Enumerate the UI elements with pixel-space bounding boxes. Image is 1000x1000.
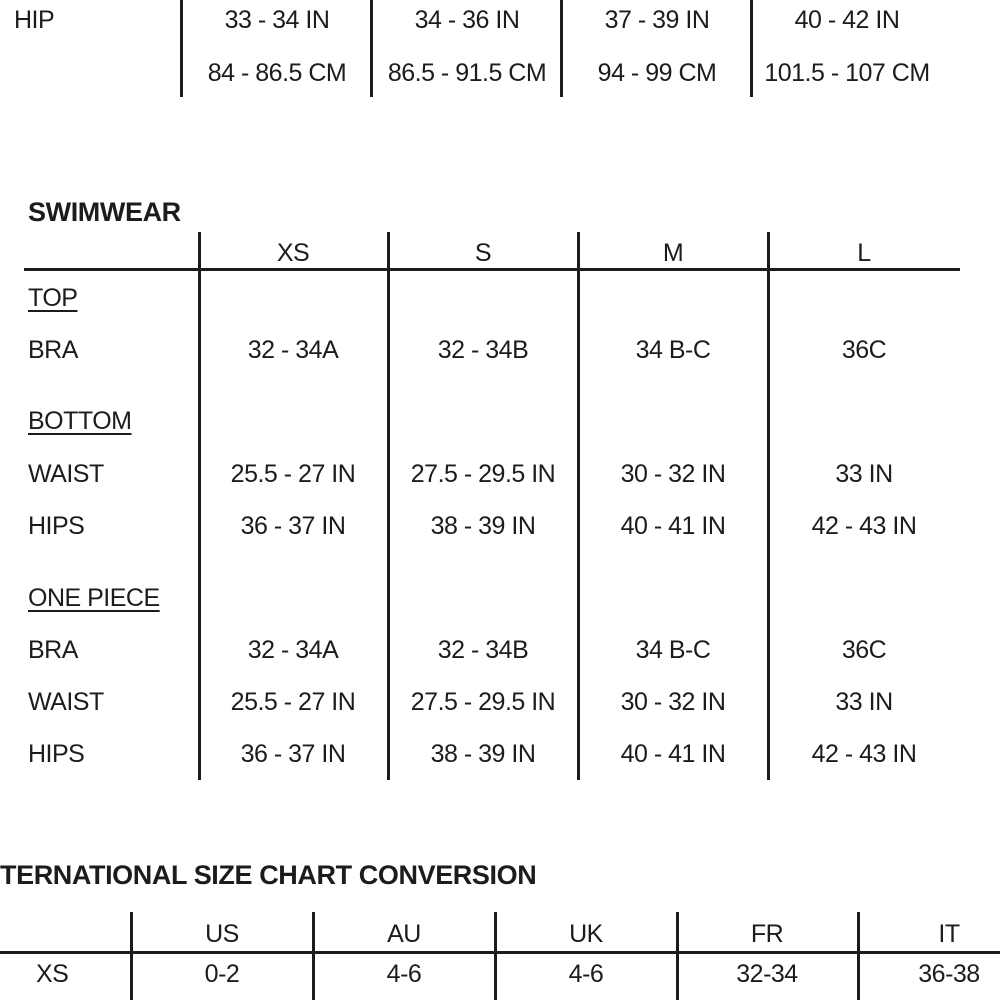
conv-header-us: US [205,920,239,948]
size-header-s: S [474,239,492,267]
onepiece-waist-s: 27.5 - 29.5 IN [410,688,556,716]
bottom-hips-label: HIPS [28,512,85,540]
bottom-waist-m: 30 - 32 IN [620,460,726,488]
hip-cm-m: 94 - 99 CM [597,59,717,87]
bottom-waist-xs: 25.5 - 27 IN [230,460,356,488]
hip-divider [560,0,563,97]
conversion-divider [130,912,133,1000]
top-heading: TOP [28,284,78,312]
bottom-hips-xs: 36 - 37 IN [240,512,346,540]
swimwear-header-rule [24,268,960,271]
bottom-waist-s: 27.5 - 29.5 IN [410,460,556,488]
onepiece-waist-m: 30 - 32 IN [620,688,726,716]
conversion-title: TERNATIONAL SIZE CHART CONVERSION [0,860,537,890]
size-header-l: L [857,239,871,267]
onepiece-waist-label: WAIST [28,688,104,716]
top-bra-xs: 32 - 34A [247,336,339,364]
onepiece-bra-s: 32 - 34B [437,636,529,664]
conv-header-uk: UK [569,920,603,948]
swimwear-divider [577,232,580,780]
size-header-m: M [662,239,684,267]
bottom-hips-s: 38 - 39 IN [430,512,536,540]
bottom-waist-l: 33 IN [835,460,893,488]
hip-cm-l: 101.5 - 107 CM [764,59,930,87]
top-bra-m: 34 B-C [635,336,711,364]
onepiece-hips-m: 40 - 41 IN [620,740,726,768]
swimwear-title: SWIMWEAR [28,197,181,227]
hip-in-l: 40 - 42 IN [794,6,900,34]
conversion-divider [857,912,860,1000]
bottom-waist-label: WAIST [28,460,104,488]
onepiece-bra-label: BRA [28,636,78,664]
conv-us-value: 0-2 [204,960,240,988]
onepiece-heading: ONE PIECE [28,584,160,612]
conv-au-value: 4-6 [386,960,422,988]
bottom-heading: BOTTOM [28,407,132,435]
onepiece-bra-m: 34 B-C [635,636,711,664]
hip-divider [370,0,373,97]
onepiece-hips-s: 38 - 39 IN [430,740,536,768]
hip-in-s: 34 - 36 IN [414,6,520,34]
onepiece-bra-l: 36C [841,636,887,664]
hip-cm-xs: 84 - 86.5 CM [207,59,347,87]
conv-fr-value: 32-34 [736,960,798,988]
hip-label: HIP [14,6,55,34]
hip-divider [750,0,753,97]
swimwear-divider [767,232,770,780]
onepiece-bra-xs: 32 - 34A [247,636,339,664]
conv-it-value: 36-38 [918,960,980,988]
top-bra-s: 32 - 34B [437,336,529,364]
hip-in-xs: 33 - 34 IN [224,6,330,34]
conversion-header-rule [0,951,1000,954]
conversion-divider [676,912,679,1000]
conversion-divider [494,912,497,1000]
conv-header-au: AU [387,920,421,948]
hip-divider [180,0,183,97]
onepiece-hips-label: HIPS [28,740,85,768]
conv-header-it: IT [938,920,960,948]
bottom-hips-l: 42 - 43 IN [811,512,917,540]
size-header-xs: XS [276,239,310,267]
onepiece-waist-l: 33 IN [835,688,893,716]
onepiece-hips-l: 42 - 43 IN [811,740,917,768]
conv-header-fr: FR [750,920,784,948]
hip-in-m: 37 - 39 IN [604,6,710,34]
top-bra-l: 36C [841,336,887,364]
onepiece-waist-xs: 25.5 - 27 IN [230,688,356,716]
conversion-divider [312,912,315,1000]
bottom-hips-m: 40 - 41 IN [620,512,726,540]
hip-cm-s: 86.5 - 91.5 CM [387,59,547,87]
swimwear-divider [198,232,201,780]
top-bra-label: BRA [28,336,78,364]
onepiece-hips-xs: 36 - 37 IN [240,740,346,768]
conv-uk-value: 4-6 [568,960,604,988]
swimwear-divider [387,232,390,780]
conv-row-size: XS [36,960,69,988]
